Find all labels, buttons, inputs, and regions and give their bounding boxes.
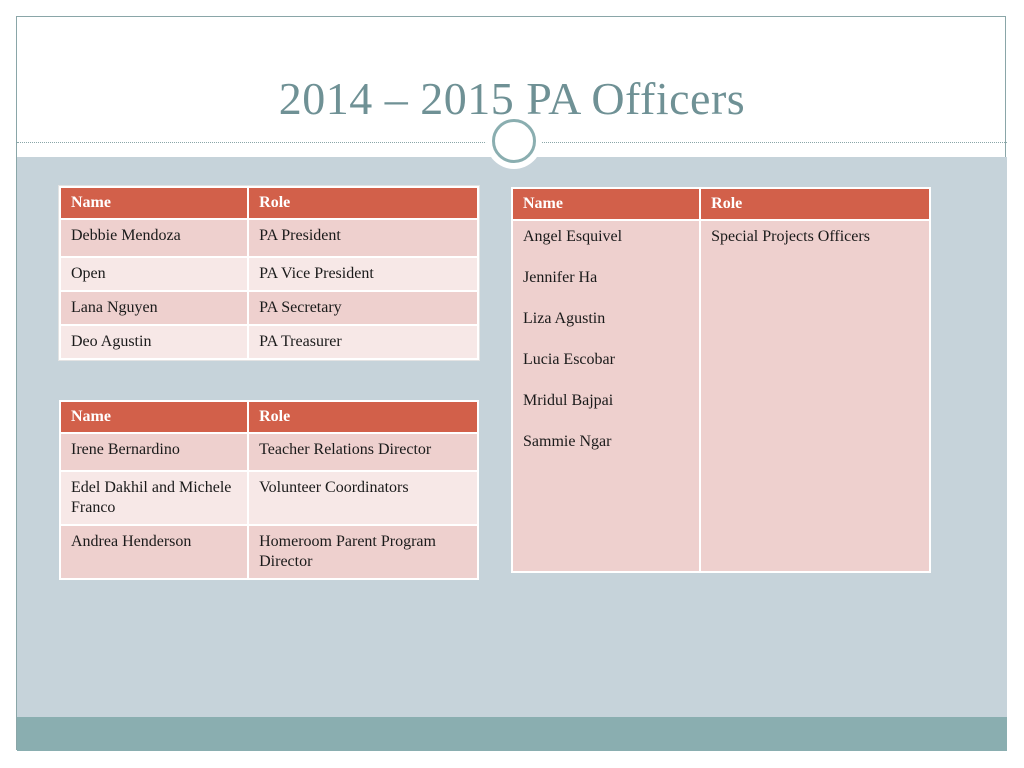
table-row [60, 325, 478, 359]
name-column-header: Name [60, 401, 248, 433]
officer-name: Andrea Henderson [60, 525, 248, 579]
table-row [60, 433, 478, 471]
officer-role: Special Projects Officers [700, 220, 930, 572]
officer-name: Liza Agustin [523, 310, 606, 327]
table-header-row [60, 401, 478, 433]
officer-role: PA President [248, 219, 478, 257]
officer-name: Lucia Escobar [523, 351, 615, 368]
table-row [60, 471, 478, 525]
officer-name: Jennifer Ha [523, 269, 598, 286]
special-projects-table [511, 187, 931, 573]
role-column-header: Role [248, 401, 478, 433]
officer-name: Sammie Ngar [523, 433, 612, 450]
officer-name: Open [60, 257, 248, 291]
table-row [512, 220, 930, 572]
role-column-header: Role [700, 188, 930, 220]
officer-name: Lana Nguyen [60, 291, 248, 325]
officer-names-cell [512, 220, 700, 572]
officer-role: PA Treasurer [248, 325, 478, 359]
directors-table [59, 400, 479, 580]
table-row [60, 219, 478, 257]
officer-name: Irene Bernardino [60, 433, 248, 471]
officer-name: Mridul Bajpai [523, 392, 614, 409]
officer-role: Teacher Relations Director [248, 433, 478, 471]
officer-name: Deo Agustin [60, 325, 248, 359]
table-row [60, 525, 478, 579]
officer-role: PA Vice President [248, 257, 478, 291]
officer-role: PA Secretary [248, 291, 478, 325]
role-column-header: Role [248, 187, 478, 219]
name-column-header: Name [60, 187, 248, 219]
executive-officers-table [59, 186, 479, 360]
officer-name: Angel Esquivel [523, 228, 623, 245]
officer-name: Edel Dakhil and Michele Franco [60, 471, 248, 525]
footer-band [17, 717, 1007, 751]
table-row [60, 257, 478, 291]
table-header-row [60, 187, 478, 219]
table-header-row [512, 188, 930, 220]
ring-icon [492, 119, 536, 163]
officer-role: Volunteer Coordinators [248, 471, 478, 525]
table-row [60, 291, 478, 325]
slide-title: 2014 – 2015 PA Officers [278, 73, 746, 124]
officer-name: Debbie Mendoza [60, 219, 248, 257]
name-column-header: Name [512, 188, 700, 220]
officer-role: Homeroom Parent Program Director [248, 525, 478, 579]
